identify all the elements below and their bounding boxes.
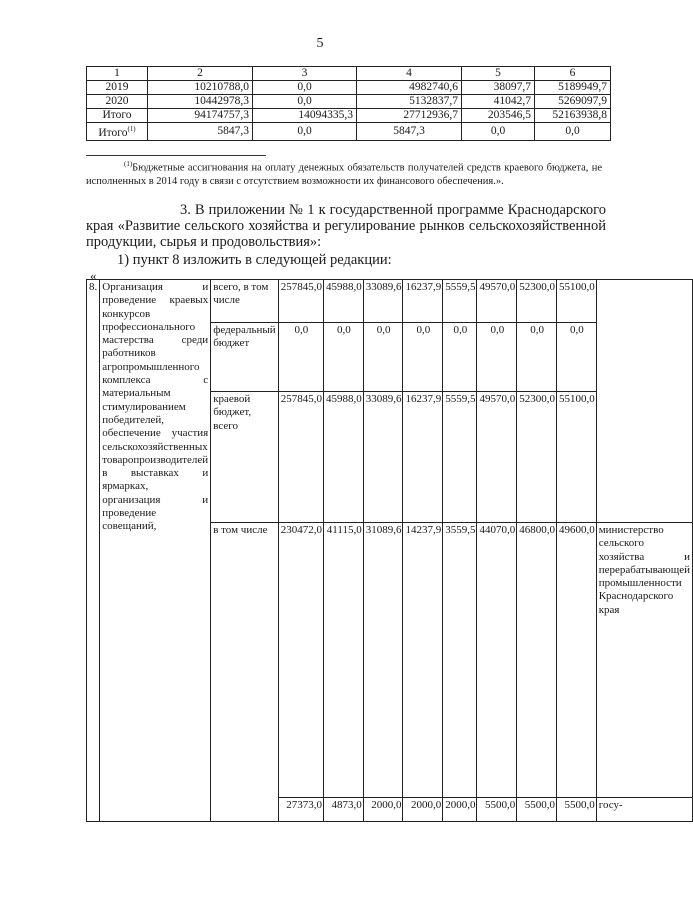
responsible-empty <box>596 280 692 523</box>
table-cell: 14237,9 <box>403 523 443 798</box>
table-cell: 257845,0 <box>278 280 323 323</box>
table-cell: 52300,0 <box>517 280 557 323</box>
table-cell: 49600,0 <box>556 523 596 798</box>
responsible-executor: госу- <box>596 797 692 822</box>
table-cell: 41115,0 <box>323 523 363 798</box>
year-cell: 2020 <box>87 95 148 109</box>
table-cell: 203546,5 <box>462 109 535 123</box>
table-header-cell: 5 <box>462 67 535 81</box>
table-header-cell: 6 <box>535 67 611 81</box>
table-cell: 0,0 <box>253 123 357 141</box>
table-cell: 3559,5 <box>443 523 477 798</box>
table-cell: 4982740,6 <box>357 81 462 95</box>
table-cell: 5132837,7 <box>357 95 462 109</box>
table-cell: 5847,3 <box>148 123 253 141</box>
table-cell: 0,0 <box>253 95 357 109</box>
table-cell: 44070,0 <box>477 523 517 798</box>
responsible-executor: министерство сельского хозяйства и перерабатывающей промышленности Краснодарского края <box>596 523 692 798</box>
footnote-divider <box>86 155 266 156</box>
page-number: 5 <box>316 36 324 51</box>
table-header-cell: 1 <box>87 67 148 81</box>
table-cell: 5500,0 <box>477 797 517 822</box>
table-cell: 27712936,7 <box>357 109 462 123</box>
table-cell: 5500,0 <box>556 797 596 822</box>
funding-source-label: всего, в том числе <box>211 280 279 323</box>
footnote-ref: (1) <box>127 125 136 133</box>
table-cell: 5847,3 <box>357 123 462 141</box>
table-cell: 16237,9 <box>403 280 443 323</box>
total-label-cell: Итого <box>87 109 148 123</box>
table-cell: 0,0 <box>323 323 363 392</box>
table-header-cell: 4 <box>357 67 462 81</box>
table-row <box>87 280 693 323</box>
total-label-cell <box>87 123 148 141</box>
table-cell: 14094335,3 <box>253 109 357 123</box>
table-cell: 257845,0 <box>278 392 323 523</box>
table-cell: 2000,0 <box>443 797 477 822</box>
table-cell: 10210788,0 <box>148 81 253 95</box>
table-cell: 55100,0 <box>556 392 596 523</box>
year-cell: 2019 <box>87 81 148 95</box>
table-cell: 4873,0 <box>323 797 363 822</box>
table-cell: 52300,0 <box>517 392 557 523</box>
funding-summary-table <box>86 66 611 141</box>
table-cell: 0,0 <box>517 323 557 392</box>
table-cell: 5189949,7 <box>535 81 611 95</box>
table-cell: 16237,9 <box>403 392 443 523</box>
footnote-text: Бюджетные ассигнования на оплату денежных обязательств получателей средств краевого бюджета, не исполненных в 2014 году в связи с отсутствием возможности их финансового обеспечения.». <box>86 162 602 187</box>
table-cell: 10442978,3 <box>148 95 253 109</box>
table-cell: 0,0 <box>253 81 357 95</box>
table-cell: 0,0 <box>535 123 611 141</box>
table-cell: 27373,0 <box>278 797 323 822</box>
table-cell: 2000,0 <box>403 797 443 822</box>
table-cell: 0,0 <box>556 323 596 392</box>
item-number: 8. <box>87 280 100 822</box>
table-cell: 38097,7 <box>462 81 535 95</box>
total-label: Итого <box>98 126 128 139</box>
footnote-marker: (1) <box>124 160 133 168</box>
item-name: Организация и проведение краевых конкурсов профессионального мастерства среди работников агропромышленного комплекса с материальным стимулированием победителей, обеспечение участия сельскохозяйственных товаропроизводителей в выставках и ярмарках, организация и проведение совещаний, <box>100 280 211 822</box>
program-item-table <box>86 279 693 822</box>
table-cell: 5500,0 <box>517 797 557 822</box>
table-cell: 94174757,3 <box>148 109 253 123</box>
table-cell: 33089,6 <box>363 280 403 323</box>
table-header-cell: 3 <box>253 67 357 81</box>
table-cell: 41042,7 <box>462 95 535 109</box>
table-cell: 230472,0 <box>278 523 323 798</box>
table-header-row <box>87 67 611 81</box>
table-cell: 2000,0 <box>363 797 403 822</box>
table-row-total <box>87 109 611 123</box>
funding-source-label: в том числе <box>211 523 279 798</box>
table-cell: 49570,0 <box>477 280 517 323</box>
table-header-cell: 2 <box>148 67 253 81</box>
table-cell: 31089,6 <box>363 523 403 798</box>
table-cell: 55100,0 <box>556 280 596 323</box>
table-cell: 5269097,9 <box>535 95 611 109</box>
table-cell: 0,0 <box>443 323 477 392</box>
table-cell: 46800,0 <box>517 523 557 798</box>
table-cell: 49570,0 <box>477 392 517 523</box>
table-cell: 5559,5 <box>443 392 477 523</box>
table-cell: 45988,0 <box>323 280 363 323</box>
funding-source-label: федеральный бюджет <box>211 323 279 392</box>
table-cell: 0,0 <box>403 323 443 392</box>
table-cell: 45988,0 <box>323 392 363 523</box>
table-cell: 52163938,8 <box>535 109 611 123</box>
paragraph-3-1: 1) пункт 8 изложить в следующей редакции: <box>117 252 392 268</box>
table-cell: 0,0 <box>278 323 323 392</box>
opening-quote: « <box>90 268 97 283</box>
table-row <box>87 81 611 95</box>
table-row-total-footnoted <box>87 123 611 141</box>
paragraph-3: 3. В приложении № 1 к государственной программе Краснодарского края «Развитие сельского хозяйства и регулирование рынков сельскохозяйственной продукции, сырья и продовольствия»: <box>86 202 606 250</box>
funding-source-label <box>211 797 279 822</box>
table-cell: 33089,6 <box>363 392 403 523</box>
table-cell: 0,0 <box>363 323 403 392</box>
table-row <box>87 95 611 109</box>
funding-source-label: краевой бюджет, всего <box>211 392 279 523</box>
table-cell: 0,0 <box>462 123 535 141</box>
footnote <box>86 158 602 188</box>
table-cell: 0,0 <box>477 323 517 392</box>
table-cell: 5559,5 <box>443 280 477 323</box>
